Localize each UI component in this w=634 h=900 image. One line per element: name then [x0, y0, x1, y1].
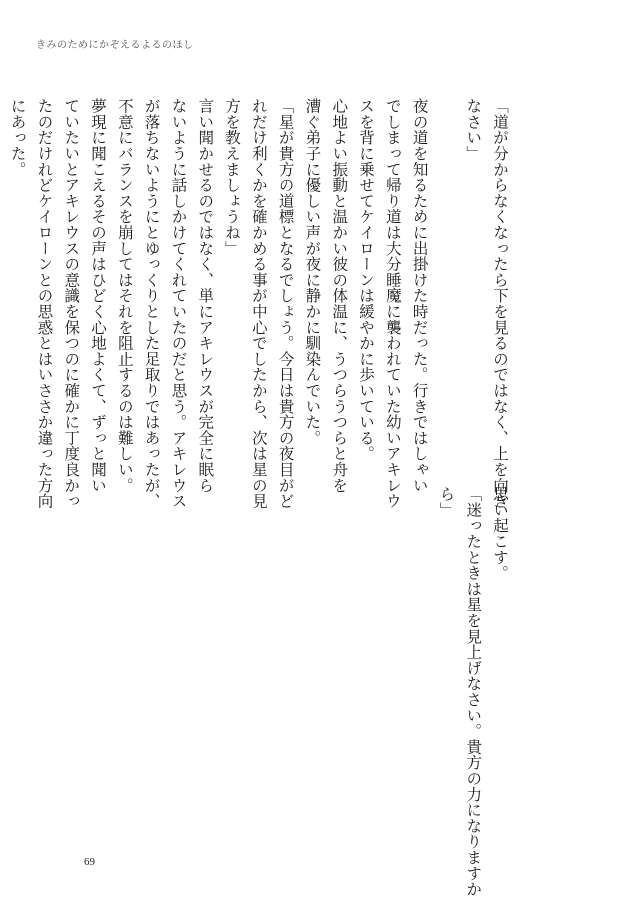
body-text-lower	[433, 486, 513, 897]
text-line: 言い聞かせるのではなく、単にアキレウスが完全に眠ら	[196, 98, 215, 493]
text-line: 「星が貴方の道標となるでしょう。今日は貴方の夜目がど	[276, 98, 295, 509]
running-header: きみのためにかぞえるよるのほし	[36, 40, 194, 51]
text-line: にあった。	[8, 98, 27, 177]
text-line: でしまって帰り道は大分睡魔に襲われていた幼いアキレウ	[383, 98, 402, 509]
text-line: 夜の道を知るために出掛けた時だった。行きではしゃい	[410, 98, 429, 493]
body-text-upper	[0, 98, 513, 509]
text-line: スを背に乗せてケイローンは緩やかに歩いている。	[357, 98, 376, 462]
text-line: 「道が分からなくなったら下を見るのではなく、上を向き	[491, 98, 509, 509]
text-line: たのだけれどケイローンとの思惑とはいささか違った方向	[35, 98, 54, 509]
text-line: ないように話しかけてくれていたのだと思う。アキレウス	[169, 98, 188, 509]
text-line	[0, 98, 4, 468]
text-line	[433, 98, 460, 468]
text-line: 漕ぐ弟子に優しい声が夜に静かに馴染んでいた。	[303, 98, 322, 446]
text-line: 夢現に聞こえるその声はひどく心地よくて、ずっと聞い	[89, 98, 108, 493]
page-number: 69	[84, 856, 95, 868]
text-line: 思い起こす。	[491, 486, 509, 581]
text-line: 方を教えましょうね」	[223, 98, 242, 256]
text-line: 不意にバランスを崩してはそれを阻止するのは難しい。	[115, 98, 134, 493]
text-line: が落ちないようにとゆっくりとした足取りではあったが、	[142, 98, 161, 509]
text-line: ていたいとアキレウスの意識を保つのに確かに丁度良かっ	[62, 98, 81, 509]
text-line: 「迷ったときは星を見上げなさい。貴方の力になりますか	[464, 486, 483, 897]
text-line: 心地よい振動と温かい彼の体温に、うつらうつらと舟を	[330, 98, 349, 493]
text-line: れだけ利くかを確かめる事が中心でしたから、次は星の見	[249, 98, 268, 509]
text-line: なさい」	[464, 98, 483, 162]
text-line: ら」	[437, 486, 456, 518]
